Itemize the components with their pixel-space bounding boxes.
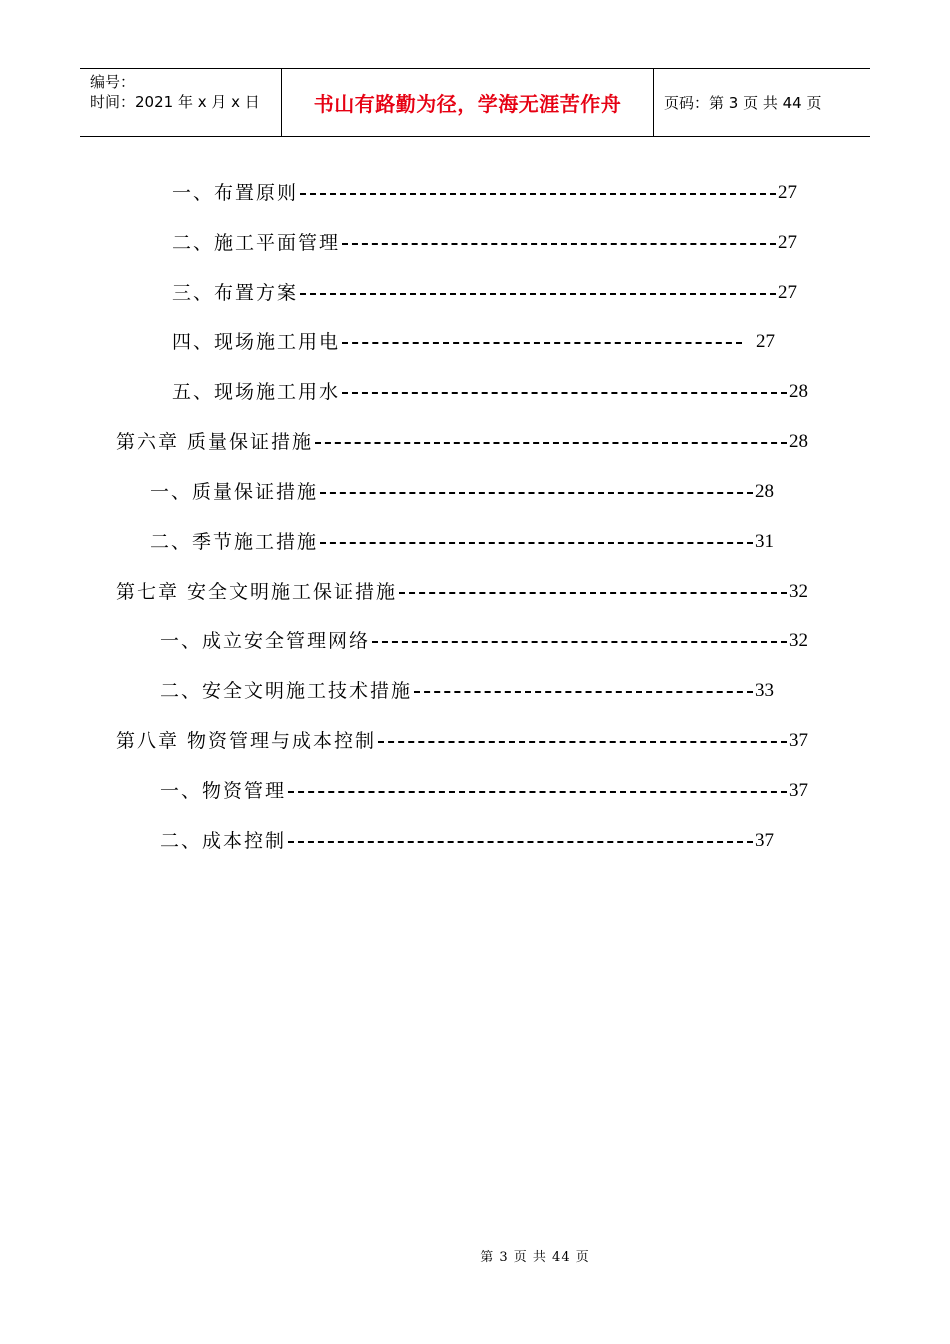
toc-entry-title: 一、质量保证措施 <box>150 481 319 503</box>
toc-entry-page: 37 <box>789 730 808 751</box>
toc-entry[interactable] <box>172 327 775 357</box>
toc-entry-title: 二、成本控制 <box>160 830 287 852</box>
page-header <box>80 68 870 137</box>
toc-entry[interactable] <box>160 626 808 656</box>
toc-entry-page: 31 <box>755 531 774 552</box>
toc-entry-page: 32 <box>789 581 808 602</box>
toc-entry[interactable] <box>172 228 797 258</box>
toc-entry[interactable] <box>150 477 774 507</box>
toc-entry-page: 37 <box>755 830 774 851</box>
toc-entry-page: 33 <box>755 680 774 701</box>
toc-entry-title: 三、布置方案 <box>172 282 299 304</box>
toc-entry[interactable] <box>160 826 774 856</box>
toc-entry-page: 27 <box>778 232 797 253</box>
toc-leader-dashes <box>342 342 742 344</box>
toc-leader-dashes <box>288 841 753 843</box>
header-motto: 书山有路勤为径，学海无涯苦作舟 <box>313 92 622 116</box>
footer-page-number: 第 3 页 共 44 页 <box>480 1250 590 1265</box>
toc-leader-dashes <box>300 293 776 295</box>
toc-leader-dashes <box>414 691 753 693</box>
header-meta-cell <box>80 69 282 136</box>
toc-leader-dashes <box>399 592 787 594</box>
toc-leader-dashes <box>315 442 787 444</box>
toc-leader-dashes <box>320 492 753 494</box>
toc-entry-title: 第六章 质量保证措施 <box>116 431 314 453</box>
toc-entry-title: 一、布置原则 <box>172 182 299 204</box>
toc-entry-title: 一、物资管理 <box>160 780 287 802</box>
header-page-info: 页码：第 3 页 共 44 页 <box>664 94 822 112</box>
toc-entry-page: 32 <box>789 630 808 651</box>
toc-entry-page: 28 <box>755 481 774 502</box>
toc-leader-dashes <box>288 791 787 793</box>
toc-entry-title: 二、季节施工措施 <box>150 531 319 553</box>
toc-leader-dashes <box>300 193 776 195</box>
toc-chapter[interactable] <box>116 726 808 756</box>
toc-entry-page: 27 <box>778 182 797 203</box>
toc-chapter[interactable] <box>116 427 808 457</box>
toc-leader-dashes <box>342 392 787 394</box>
page-footer <box>0 1246 950 1265</box>
toc-entry-page: 28 <box>789 381 808 402</box>
header-page-cell <box>654 69 870 136</box>
toc-entry-title: 二、安全文明施工技术措施 <box>160 680 413 702</box>
toc-entry[interactable] <box>160 776 808 806</box>
header-motto-cell <box>282 69 654 136</box>
toc-leader-dashes <box>320 542 753 544</box>
toc-chapter[interactable] <box>116 577 808 607</box>
toc-entry-page: 27 <box>778 282 797 303</box>
toc-leader-dashes <box>372 641 787 643</box>
toc-entry-title: 一、成立安全管理网络 <box>160 630 371 652</box>
toc-entry[interactable] <box>160 676 774 706</box>
toc-entry-page: 37 <box>789 780 808 801</box>
toc-entry-page: 27 <box>756 331 775 352</box>
toc-entry[interactable] <box>172 178 797 208</box>
toc-entry-title: 第七章 安全文明施工保证措施 <box>116 581 398 603</box>
toc-entry-title: 四、现场施工用电 <box>172 331 341 353</box>
document-time-label: 时间：2021 年 x 月 x 日 <box>90 93 260 111</box>
toc-entry-page: 28 <box>789 431 808 452</box>
toc-leader-dashes <box>378 741 787 743</box>
toc-entry-title: 五、现场施工用水 <box>172 381 341 403</box>
toc-entry-title: 二、施工平面管理 <box>172 232 341 254</box>
toc-entry[interactable] <box>172 377 808 407</box>
toc-entry-title: 第八章 物资管理与成本控制 <box>116 730 377 752</box>
toc-entry[interactable] <box>150 527 774 557</box>
toc-entry[interactable] <box>172 278 797 308</box>
document-number-label: 编号： <box>90 73 136 91</box>
toc-leader-dashes <box>342 243 776 245</box>
